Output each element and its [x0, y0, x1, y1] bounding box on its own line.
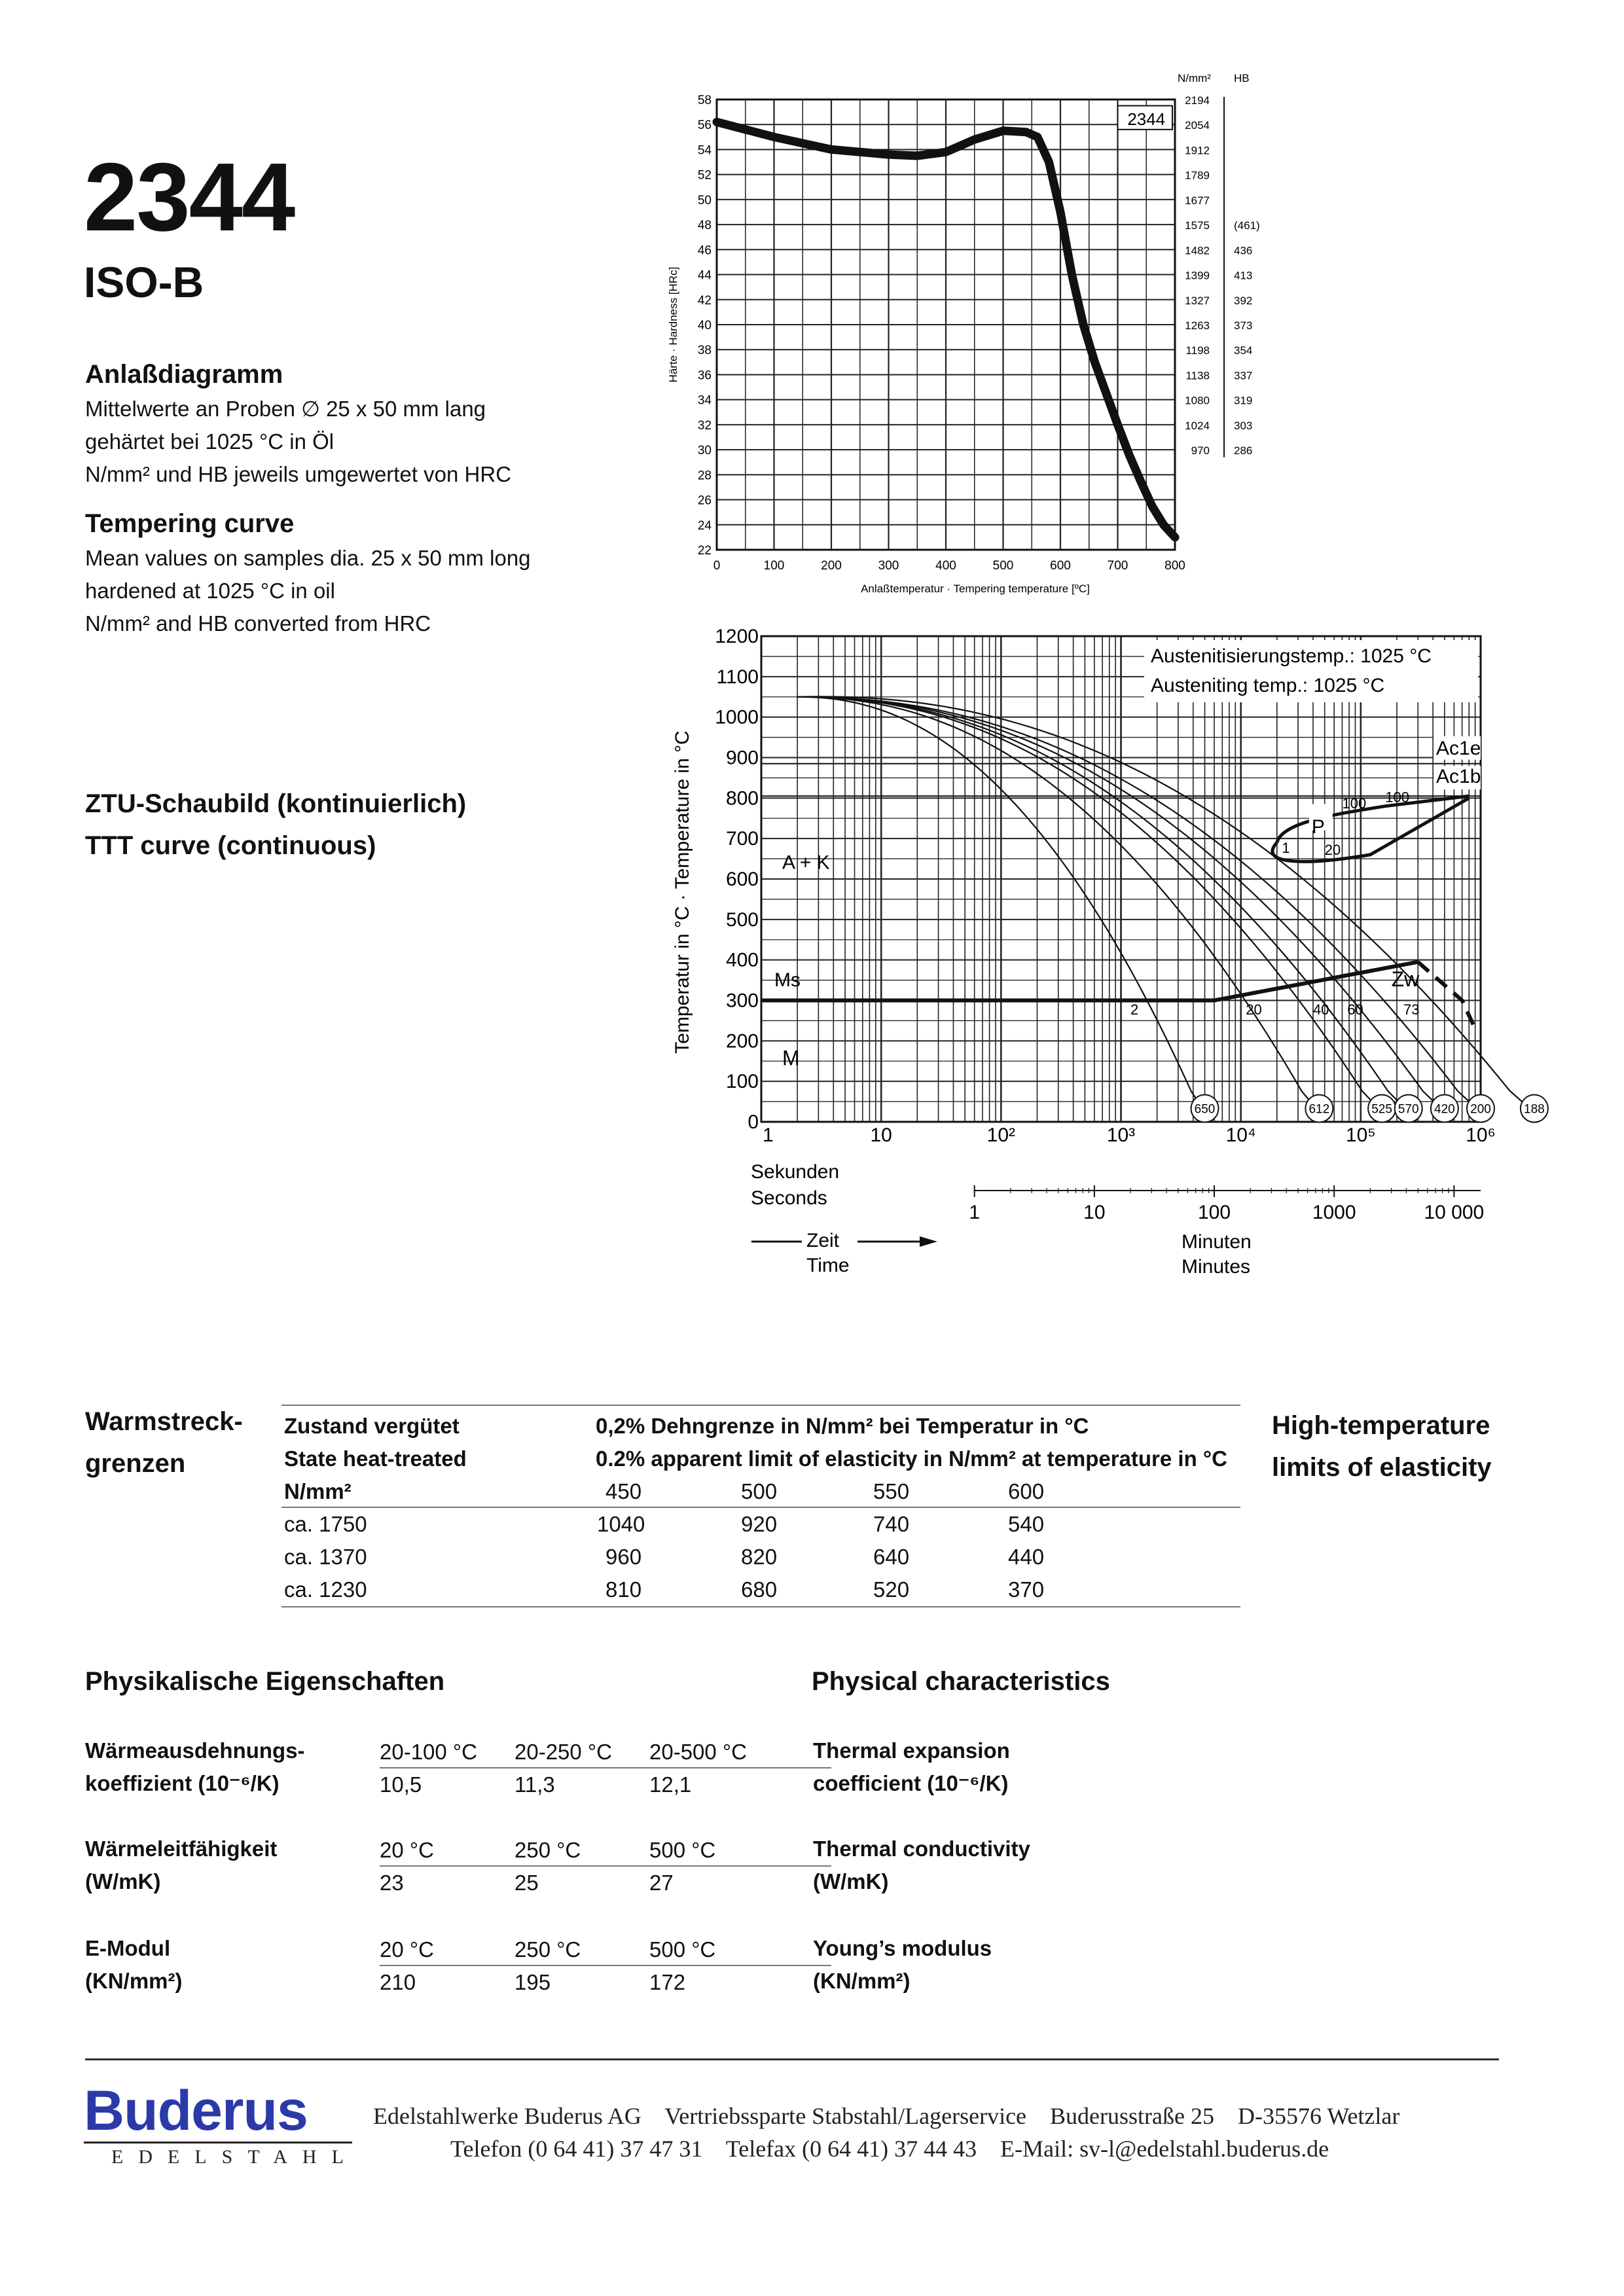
- tempering-desc-en-line: hardened at 1025 °C in oil: [85, 579, 335, 603]
- phase-percent-label: 20: [1246, 1001, 1262, 1018]
- tempering-heading-de: Anlaßdiagramm: [85, 360, 283, 389]
- nmm-tick-label: 1263: [1185, 319, 1210, 332]
- y-axis-label: Härte · Hardness [HRc]: [667, 266, 679, 383]
- tempering-desc-de: [85, 393, 622, 491]
- x-tick-label: 10⁵: [1345, 1124, 1376, 1146]
- y-tick-label: 800: [725, 787, 759, 810]
- y-tick-label: 42: [697, 293, 712, 308]
- phase-percent-label: 40: [1312, 1001, 1329, 1018]
- y-tick-label: 24: [697, 518, 712, 533]
- time-arrow-head: [920, 1236, 937, 1247]
- table-header-row: [284, 1408, 1240, 1441]
- property-label-line: Young’s modulus: [813, 1936, 992, 1960]
- minutes-tick-label: 100: [1198, 1202, 1231, 1223]
- hb-tick-label: (461): [1234, 219, 1260, 232]
- document-subtitle: ISO-B: [84, 258, 204, 306]
- value-cell: 960: [605, 1545, 642, 1569]
- value-cell: 370: [1008, 1577, 1045, 1602]
- property-head: 250 °C: [514, 1838, 581, 1862]
- footer-rule: [85, 2058, 1499, 2060]
- hardness-label: 200: [1470, 1102, 1491, 1117]
- value-cell: 740: [873, 1512, 910, 1536]
- nmm-tick-label: 1789: [1185, 169, 1210, 182]
- time-label-en: Time: [806, 1255, 850, 1276]
- property-value: 23: [380, 1871, 404, 1895]
- y-tick-label: 200: [725, 1030, 759, 1052]
- property-value-row: [380, 1768, 831, 1801]
- x-tick-label: 200: [821, 559, 842, 573]
- temp-heading: 600: [1008, 1479, 1045, 1503]
- property-label-line: koeffizient (10⁻⁶/K): [85, 1771, 280, 1795]
- property-values: [380, 1932, 831, 1999]
- tempering-desc-de-line: N/mm² und HB jeweils umgewertet von HRC: [85, 462, 512, 486]
- property-head-row: [380, 1932, 831, 1966]
- value-cell: 540: [1008, 1512, 1045, 1536]
- ttt-heading-de: ZTU-Schaubild (kontinuierlich): [85, 789, 467, 818]
- physical-title-en: Physical characteristics: [812, 1667, 1110, 1696]
- y-tick-label: 900: [725, 747, 759, 769]
- nmm-tick-label: 970: [1191, 444, 1210, 457]
- property-label-line: (W/mK): [85, 1869, 161, 1893]
- y-tick-label: 50: [697, 193, 712, 207]
- table-row: [284, 1541, 1240, 1573]
- minutes-label-en: Minutes: [1182, 1256, 1251, 1278]
- property-value: 12,1: [649, 1772, 692, 1797]
- region-label-m: M: [782, 1046, 800, 1070]
- y-tick-label: 1100: [716, 666, 759, 688]
- y-tick-label: 46: [697, 243, 712, 258]
- property-head-row: [380, 1833, 831, 1867]
- phase-percent-label: 100: [1385, 789, 1409, 806]
- nmm-tick-label: 1024: [1185, 419, 1210, 432]
- hb-tick-label: 286: [1234, 444, 1253, 457]
- hb-tick-label: 303: [1234, 419, 1253, 432]
- minutes-tick-label: 1000: [1312, 1202, 1356, 1223]
- logo-wordmark: Buderus: [84, 2079, 308, 2142]
- nmm-tick-label: 2194: [1185, 94, 1210, 107]
- property-head: 500 °C: [649, 1838, 716, 1862]
- ms-line: [761, 962, 1418, 1001]
- property-label-line: Wärmeleitfähigkeit: [85, 1837, 278, 1861]
- elasticity-table: [284, 1408, 1240, 1607]
- phase-percent-label: 1: [1282, 839, 1290, 856]
- property-label-line: Thermal conductivity: [813, 1837, 1030, 1861]
- aust-label-en: Austeniting temp.: 1025 °C: [1151, 675, 1385, 696]
- ac1b-label: Ac1b: [1436, 766, 1481, 788]
- y-tick-label: 600: [725, 869, 759, 890]
- y-tick-label: 40: [697, 319, 712, 332]
- hb-tick-label: 413: [1234, 269, 1253, 282]
- x-axis-label: Anlaßtemperatur · Tempering temperature [ºC]: [861, 583, 1090, 595]
- x-tick-label: 0: [713, 559, 721, 573]
- property-head: 500 °C: [649, 1937, 716, 1962]
- x-tick-label: 800: [1164, 559, 1185, 573]
- tempering-desc-de-line: Mittelwerte an Proben ∅ 25 x 50 mm lang: [85, 397, 486, 421]
- property-value: 210: [380, 1970, 416, 1994]
- hb-tick-label: 319: [1234, 394, 1253, 407]
- curve-label: 2344: [1127, 109, 1166, 130]
- nmm-tick-label: 1198: [1185, 344, 1210, 357]
- table-row: [284, 1508, 1240, 1541]
- x-tick-label: 100: [763, 559, 785, 573]
- property-label-en: [813, 1833, 1030, 1898]
- tempering-heading-en: Tempering curve: [85, 509, 295, 538]
- property-value: 172: [649, 1970, 686, 1994]
- state-cell: ca. 1750: [284, 1512, 367, 1536]
- property-value: 11,3: [514, 1772, 555, 1797]
- minutes-tick-label: 1: [969, 1202, 981, 1223]
- x-tick-label: 1: [763, 1124, 774, 1146]
- elasticity-title-en-line: limits of elasticity: [1272, 1453, 1492, 1482]
- tempering-chart: [655, 62, 1309, 605]
- property-values: [380, 1833, 831, 1899]
- table-rule: [281, 1606, 1240, 1607]
- property-value: 25: [514, 1871, 539, 1895]
- right-axis-unit-nmm: N/mm²: [1178, 72, 1211, 84]
- y-tick-label: 500: [725, 908, 759, 931]
- property-head-row: [380, 1734, 831, 1768]
- property-head: 20-250 °C: [514, 1740, 612, 1764]
- nmm-tick-label: 1482: [1185, 244, 1210, 257]
- value-cell: 680: [741, 1577, 778, 1602]
- tempering-text-block: [85, 359, 622, 640]
- phase-percent-label: 100: [1342, 795, 1367, 812]
- y-tick-label: 36: [697, 368, 712, 383]
- y-tick-label: 1000: [715, 706, 759, 728]
- property-label-en: [813, 1932, 992, 1998]
- value-cell: 640: [873, 1545, 910, 1569]
- seconds-label-de: Sekunden: [751, 1161, 840, 1183]
- hardness-label: 188: [1524, 1102, 1545, 1117]
- x-tick-label: 400: [935, 559, 956, 573]
- hardness-label: 612: [1308, 1102, 1330, 1117]
- seconds-label-en: Seconds: [751, 1187, 827, 1209]
- y-tick-label: 58: [697, 94, 712, 107]
- table-row: [284, 1573, 1240, 1606]
- elasticity-title-de: [85, 1401, 243, 1484]
- region-label-p: P: [1311, 816, 1325, 838]
- col1-unit: N/mm²: [284, 1479, 352, 1503]
- y-tick-label: 1200: [715, 626, 759, 647]
- phase-percent-label: 2: [1130, 1001, 1139, 1018]
- limit-heading-en: 0.2% apparent limit of elasticity in N/mm² at temperature in °C: [596, 1446, 1227, 1471]
- y-tick-label: 34: [697, 393, 712, 408]
- nmm-tick-label: 1327: [1185, 294, 1210, 307]
- time-label-de: Zeit: [806, 1230, 840, 1251]
- right-axis-unit-hb: HB: [1234, 72, 1250, 84]
- value-cell: 1040: [597, 1512, 645, 1536]
- x-tick-label: 500: [992, 559, 1014, 573]
- x-tick-label: 300: [878, 559, 899, 573]
- minutes-tick-label: 10 000: [1424, 1202, 1485, 1223]
- property-label-en: [813, 1734, 1010, 1800]
- y-tick-label: 32: [697, 418, 712, 433]
- temp-heading: 500: [741, 1479, 778, 1503]
- value-cell: 440: [1008, 1545, 1045, 1569]
- x-tick-label: 600: [1050, 559, 1071, 573]
- y-tick-label: 44: [697, 268, 712, 283]
- x-tick-label: 10⁴: [1225, 1124, 1256, 1146]
- col1-heading-en: State heat-treated: [284, 1446, 467, 1471]
- property-label-de: [85, 1734, 305, 1800]
- nmm-tick-label: 1399: [1185, 269, 1210, 282]
- property-value: 195: [514, 1970, 551, 1994]
- property-value: 27: [649, 1871, 674, 1895]
- property-label-line: E-Modul: [85, 1936, 171, 1960]
- y-tick-label: 38: [697, 344, 712, 358]
- property-head: 20-100 °C: [380, 1740, 477, 1764]
- value-cell: 520: [873, 1577, 910, 1602]
- property-head: 20 °C: [380, 1937, 434, 1962]
- y-tick-label: 700: [725, 828, 759, 850]
- y-tick-label: 22: [697, 544, 712, 558]
- value-cell: 920: [741, 1512, 778, 1536]
- minutes-tick-label: 10: [1083, 1202, 1106, 1223]
- property-head: 250 °C: [514, 1937, 581, 1962]
- physical-title-de: Physikalische Eigenschaften: [85, 1667, 445, 1696]
- nmm-tick-label: 1080: [1185, 394, 1210, 407]
- state-cell: ca. 1230: [284, 1577, 367, 1602]
- nmm-tick-label: 1677: [1185, 194, 1210, 207]
- region-label-ak: A + K: [782, 852, 830, 874]
- property-value: 10,5: [380, 1772, 422, 1797]
- x-tick-label: 10²: [986, 1124, 1016, 1146]
- col1-heading-de: Zustand vergütet: [284, 1414, 460, 1438]
- nmm-tick-label: 2054: [1185, 119, 1210, 132]
- table-header-row: [284, 1474, 1240, 1507]
- y-axis-label: Temperatur in °C · Temperature in °C: [672, 730, 693, 1054]
- nmm-tick-label: 1138: [1185, 369, 1210, 382]
- ttt-heading-en: TTT curve (continuous): [85, 831, 376, 860]
- physical-properties: [85, 1734, 1132, 2009]
- y-tick-label: 26: [697, 493, 712, 508]
- property-label-line: Thermal expansion: [813, 1738, 1010, 1763]
- y-tick-label: 300: [725, 990, 759, 1012]
- footer-address: Edelstahlwerke Buderus AG Vertriebssparte Stabstahl/Lagerservice Buderusstraße 25 D-35576 Wetzlar: [373, 2103, 1400, 2129]
- logo-subline: EDELSTAHL: [111, 2146, 359, 2168]
- property-label-de: [85, 1833, 277, 1898]
- nmm-tick-label: 1912: [1185, 144, 1210, 157]
- property-label-line: (KN/mm²): [85, 1969, 183, 1993]
- pearlite-region-line: [1272, 796, 1469, 861]
- state-cell: ca. 1370: [284, 1545, 367, 1569]
- nmm-tick-label: 1575: [1185, 219, 1210, 232]
- ac1e-label: Ac1e: [1436, 737, 1481, 759]
- y-tick-label: 0: [748, 1111, 759, 1133]
- footer-contact: Telefon (0 64 41) 37 47 31 Telefax (0 64 41) 37 44 43 E-Mail: sv-l@edelstahl.buderus.de: [450, 2136, 1329, 2162]
- buderus-logo: [84, 2079, 359, 2168]
- y-tick-label: 30: [697, 444, 712, 458]
- aust-label-de: Austenitisierungstemp.: 1025 °C: [1151, 645, 1432, 667]
- property-head: 20-500 °C: [649, 1740, 747, 1764]
- hardness-label: 570: [1398, 1102, 1419, 1117]
- y-tick-label: 54: [697, 143, 712, 158]
- x-tick-label: 10³: [1106, 1124, 1136, 1146]
- limit-heading-de: 0,2% Dehngrenze in N/mm² bei Temperatur in °C: [596, 1414, 1089, 1438]
- tempering-desc-en-line: N/mm² and HB converted from HRC: [85, 611, 431, 636]
- elasticity-title-en-line: High-temperature: [1272, 1411, 1490, 1440]
- ttt-text-block: [85, 783, 466, 867]
- region-label-ms: Ms: [774, 969, 801, 991]
- hb-tick-label: 392: [1234, 294, 1253, 307]
- property-label-de: [85, 1932, 182, 1998]
- hb-tick-label: 436: [1234, 244, 1253, 257]
- value-cell: 820: [741, 1545, 778, 1569]
- document-title: 2344: [84, 143, 295, 251]
- property-value-row: [380, 1966, 831, 1999]
- elasticity-title-de-line: Warmstreck-: [85, 1407, 243, 1436]
- property-label-line: (W/mK): [813, 1869, 889, 1893]
- temp-heading: 450: [605, 1479, 642, 1503]
- property-head: 20 °C: [380, 1838, 434, 1862]
- y-tick-label: 400: [725, 949, 759, 971]
- value-cell: 810: [605, 1577, 642, 1602]
- y-tick-label: 56: [697, 118, 712, 133]
- property-value-row: [380, 1867, 831, 1899]
- tempering-desc-en: [85, 542, 622, 640]
- phase-percent-label: 73: [1403, 1001, 1420, 1018]
- x-tick-label: 10: [870, 1124, 892, 1146]
- ttt-chart: [655, 622, 1545, 1322]
- x-tick-label: 10⁶: [1466, 1124, 1496, 1146]
- property-label-line: (KN/mm²): [813, 1969, 911, 1993]
- tempering-desc-de-line: gehärtet bei 1025 °C in Öl: [85, 429, 334, 454]
- temp-heading: 550: [873, 1479, 910, 1503]
- y-tick-label: 100: [725, 1071, 759, 1093]
- y-tick-label: 52: [697, 168, 712, 183]
- minutes-label-de: Minuten: [1182, 1231, 1252, 1253]
- property-values: [380, 1734, 831, 1801]
- y-tick-label: 48: [697, 219, 712, 233]
- phase-percent-label: 20: [1324, 841, 1341, 858]
- hardness-label: 525: [1371, 1102, 1392, 1117]
- x-tick-label: 700: [1107, 559, 1128, 573]
- table-header-row: [284, 1441, 1240, 1474]
- hb-tick-label: 373: [1234, 319, 1253, 332]
- property-label-line: Wärmeausdehnungs-: [85, 1738, 305, 1763]
- tempering-desc-en-line: Mean values on samples dia. 25 x 50 mm long: [85, 546, 531, 570]
- elasticity-title-de-line: grenzen: [85, 1449, 186, 1478]
- region-label-zw: Zw: [1391, 967, 1420, 991]
- hardness-label: 420: [1434, 1102, 1455, 1117]
- elasticity-title-en: [1272, 1405, 1492, 1488]
- hb-tick-label: 337: [1234, 369, 1253, 382]
- phase-percent-label: 60: [1347, 1001, 1363, 1018]
- y-tick-label: 28: [697, 469, 712, 483]
- hb-tick-label: 354: [1234, 344, 1253, 357]
- property-label-line: coefficient (10⁻⁶/K): [813, 1771, 1009, 1795]
- hardness-label: 650: [1194, 1102, 1216, 1117]
- table-rule: [281, 1405, 1240, 1406]
